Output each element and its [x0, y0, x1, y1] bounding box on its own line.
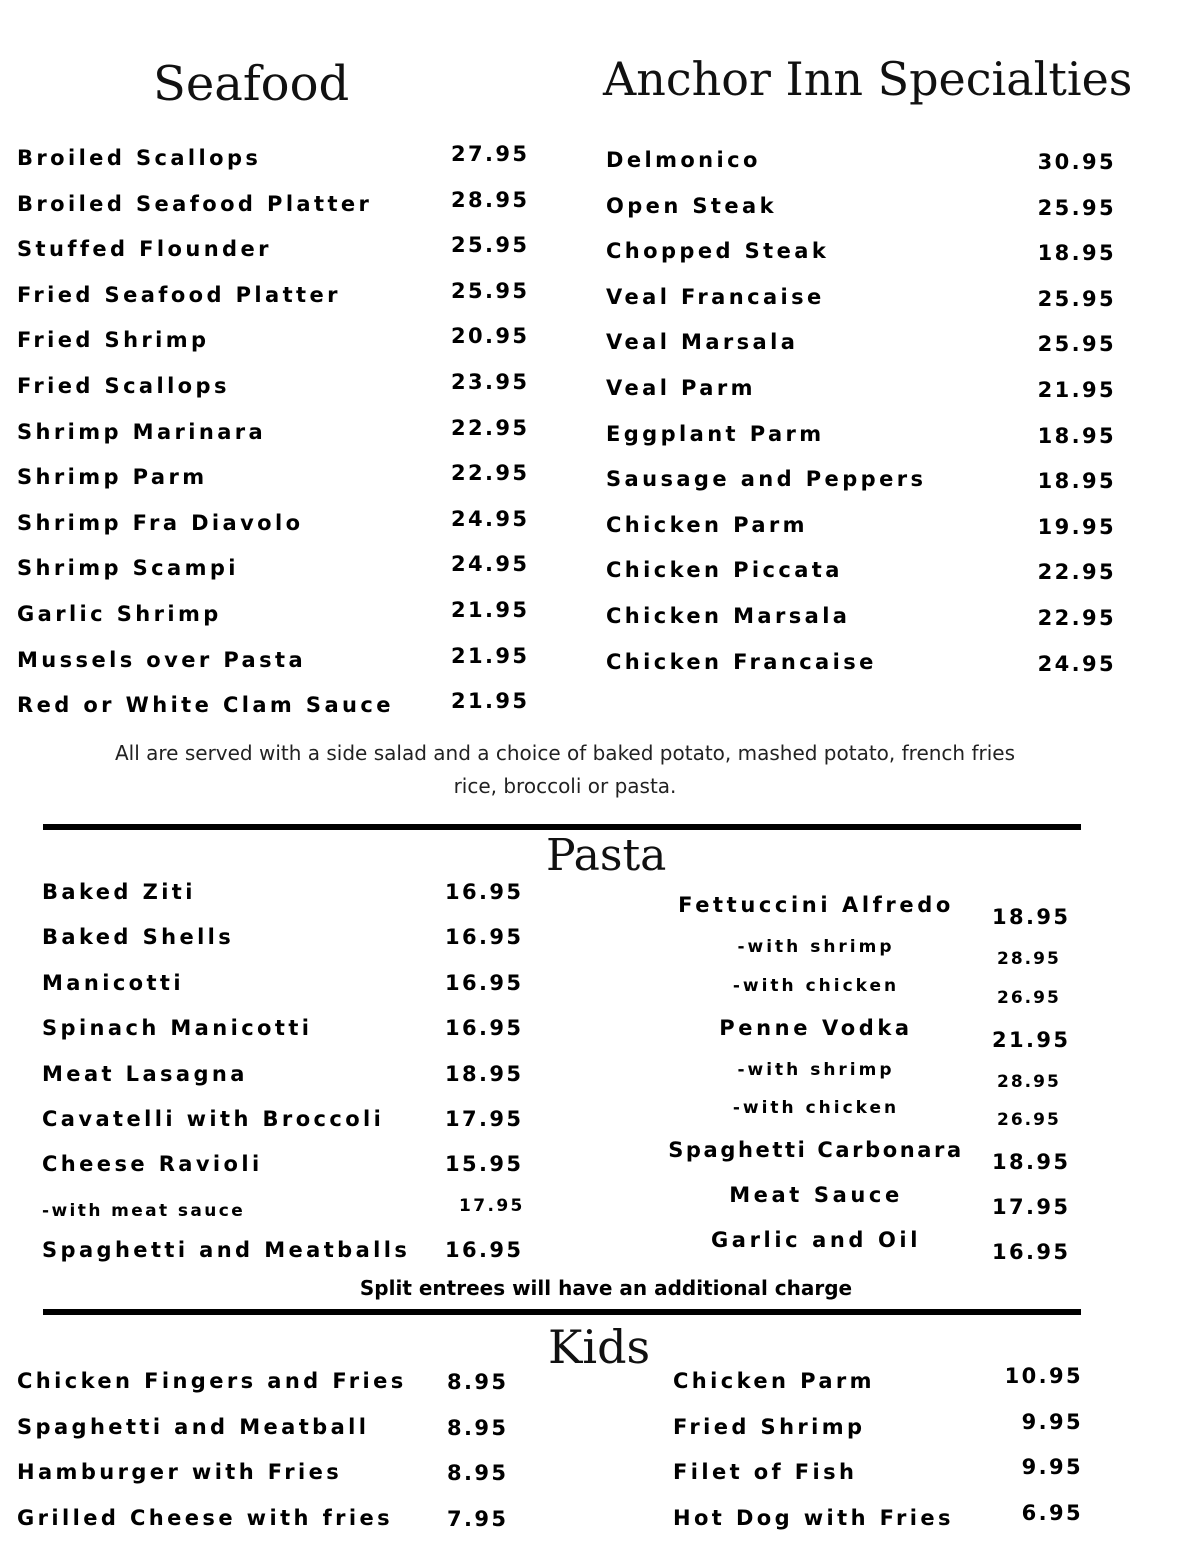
menu-item [42, 1018, 542, 1063]
menu-item [17, 1417, 537, 1463]
item-price: 22.95 [1038, 562, 1116, 583]
item-price: 16.95 [445, 1240, 523, 1261]
specialties-list [606, 150, 1126, 697]
item-name: Broiled Scallops [17, 148, 261, 169]
item-price: 26.95 [997, 990, 1061, 1007]
item-price: 9.95 [1022, 1412, 1083, 1433]
item-name: Meat Lasagna [42, 1064, 248, 1085]
item-price: 25.95 [451, 281, 529, 302]
kids-heading: Kids [548, 1324, 650, 1370]
item-price: 8.95 [447, 1418, 508, 1439]
item-price: 6.95 [1022, 1503, 1083, 1524]
item-price: 21.95 [451, 691, 529, 712]
item-price: 16.95 [445, 882, 523, 903]
item-price: 24.95 [1038, 654, 1116, 675]
item-price: 26.95 [997, 1112, 1061, 1129]
item-name: Veal Parm [606, 378, 756, 399]
item-name: Eggplant Parm [606, 424, 825, 445]
item-name: Open Steak [606, 196, 777, 217]
item-price: 25.95 [1038, 289, 1116, 310]
item-name: Fettuccini Alfredo [656, 895, 976, 916]
item-price: 18.95 [1038, 426, 1116, 447]
item-price: 17.95 [459, 1198, 525, 1215]
item-price: 16.95 [445, 973, 523, 994]
seafood-heading: Seafood [153, 60, 349, 108]
item-name: Manicotti [42, 973, 184, 994]
item-name: Grilled Cheese with fries [17, 1508, 393, 1529]
item-name: Chicken Parm [673, 1371, 875, 1392]
menu-item [606, 378, 1126, 424]
item-name: Fried Shrimp [17, 330, 210, 351]
item-name: Mussels over Pasta [17, 650, 306, 671]
item-price: 21.95 [992, 1030, 1070, 1051]
item-price: 8.95 [447, 1372, 508, 1393]
item-price: 17.95 [992, 1197, 1070, 1218]
item-name: Fried Shrimp [673, 1417, 866, 1438]
menu-item [606, 424, 1126, 470]
split-entree-note: Split entrees will have an additional charge [0, 1278, 1200, 1298]
item-name: Stuffed Flounder [17, 239, 272, 260]
item-name: Fried Seafood Platter [17, 285, 341, 306]
menu-item [17, 1462, 537, 1508]
item-name: Red or White Clam Sauce [17, 695, 394, 716]
item-name: -with chicken [656, 1100, 976, 1117]
item-name: Meat Sauce [656, 1185, 976, 1206]
item-name: Chicken Parm [606, 515, 808, 536]
menu-item [42, 882, 542, 927]
item-name: Spaghetti and Meatball [17, 1417, 369, 1438]
menu-item [606, 287, 1126, 333]
sides-note [30, 737, 1100, 803]
item-price: 25.95 [1038, 334, 1116, 355]
item-price: 18.95 [445, 1064, 523, 1085]
item-name: Garlic and Oil [656, 1230, 976, 1251]
item-name: Cavatelli with Broccoli [42, 1109, 384, 1130]
item-price: 24.95 [451, 509, 529, 530]
menu-item [17, 148, 547, 194]
item-name: -with shrimp [656, 1062, 976, 1079]
item-name: Penne Vodka [656, 1018, 976, 1039]
item-price: 21.95 [1038, 380, 1116, 401]
item-price: 16.95 [445, 1018, 523, 1039]
item-price: 30.95 [1038, 152, 1116, 173]
item-price: 21.95 [451, 646, 529, 667]
item-name: Shrimp Scampi [17, 558, 239, 579]
item-name: Shrimp Fra Diavolo [17, 513, 303, 534]
item-price: 19.95 [1038, 517, 1116, 538]
item-name: Veal Marsala [606, 332, 798, 353]
pasta-heading: Pasta [546, 834, 666, 878]
item-price: 18.95 [1038, 243, 1116, 264]
menu-item [42, 927, 542, 972]
item-name: -with meat sauce [42, 1203, 245, 1220]
item-name: Broiled Seafood Platter [17, 194, 372, 215]
item-price: 18.95 [992, 907, 1070, 928]
item-name: Chicken Francaise [606, 652, 877, 673]
menu-item [606, 652, 1126, 698]
item-price: 9.95 [1022, 1457, 1083, 1478]
item-name: Sausage and Peppers [606, 469, 926, 490]
item-name: Spaghetti Carbonara [656, 1140, 976, 1161]
item-name: Chopped Steak [606, 241, 829, 262]
item-price: 28.95 [451, 190, 529, 211]
item-price: 23.95 [451, 372, 529, 393]
item-name: Delmonico [606, 150, 761, 171]
seafood-list [17, 148, 547, 741]
item-price: 22.95 [1038, 608, 1116, 629]
item-name: -with shrimp [656, 939, 976, 956]
menu-item [17, 604, 547, 650]
item-price: 10.95 [1005, 1366, 1083, 1387]
menu-item [606, 515, 1126, 561]
item-name: Garlic Shrimp [17, 604, 222, 625]
item-price: 22.95 [451, 463, 529, 484]
specialties-heading: Anchor Inn Specialties [603, 56, 1132, 102]
sides-note-line: All are served with a side salad and a choice of baked potato, mashed potato, french fries [30, 737, 1100, 770]
item-name: Filet of Fish [673, 1462, 857, 1483]
item-price: 28.95 [997, 1074, 1061, 1091]
item-name: -with chicken [656, 978, 976, 995]
item-price: 21.95 [451, 600, 529, 621]
item-price: 15.95 [445, 1154, 523, 1175]
item-price: 27.95 [451, 144, 529, 165]
item-name: Chicken Fingers and Fries [17, 1371, 407, 1392]
item-name: Veal Francaise [606, 287, 825, 308]
item-price: 24.95 [451, 554, 529, 575]
menu-item [673, 1508, 1093, 1553]
kids-list-left [17, 1371, 537, 1553]
kids-list-right [673, 1371, 1093, 1553]
menu-item [17, 695, 547, 741]
menu-item [606, 332, 1126, 378]
section-divider [43, 1309, 1081, 1315]
menu-item [42, 1109, 542, 1154]
menu-item [17, 1508, 537, 1553]
menu-item [42, 1200, 542, 1240]
item-price: 8.95 [447, 1463, 508, 1484]
item-price: 28.95 [997, 951, 1061, 968]
item-name: Hot Dog with Fries [673, 1508, 954, 1529]
item-name: Fried Scallops [17, 376, 230, 397]
item-price: 22.95 [451, 418, 529, 439]
menu-item [17, 467, 547, 513]
menu-item [606, 241, 1126, 287]
menu-item [17, 239, 547, 285]
menu-item [42, 1064, 542, 1109]
menu-item [606, 150, 1126, 196]
item-price: 20.95 [451, 326, 529, 347]
item-name: Spinach Manicotti [42, 1018, 312, 1039]
item-name: Shrimp Parm [17, 467, 208, 488]
item-price: 18.95 [992, 1152, 1070, 1173]
menu-item [606, 196, 1126, 242]
item-price: 16.95 [445, 927, 523, 948]
menu-item [606, 469, 1126, 515]
menu-item [606, 606, 1126, 652]
item-name: Cheese Ravioli [42, 1154, 263, 1175]
item-price: 25.95 [1038, 198, 1116, 219]
item-price: 25.95 [451, 235, 529, 256]
item-name: Spaghetti and Meatballs [42, 1240, 410, 1261]
item-name: Shrimp Marinara [17, 422, 266, 443]
menu-item [42, 973, 542, 1018]
item-price: 7.95 [447, 1509, 508, 1530]
menu-item [17, 376, 547, 422]
sides-note-line: rice, broccoli or pasta. [30, 770, 1100, 803]
item-name: Chicken Piccata [606, 560, 843, 581]
item-price: 16.95 [992, 1242, 1070, 1263]
menu-item [606, 560, 1126, 606]
item-name: Chicken Marsala [606, 606, 850, 627]
pasta-list-left [42, 882, 542, 1285]
menu-item [42, 1154, 542, 1199]
item-name: Hamburger with Fries [17, 1462, 342, 1483]
item-price: 17.95 [445, 1109, 523, 1130]
item-name: Baked Shells [42, 927, 234, 948]
item-price: 18.95 [1038, 471, 1116, 492]
item-name: Baked Ziti [42, 882, 196, 903]
menu-item [17, 1371, 537, 1417]
